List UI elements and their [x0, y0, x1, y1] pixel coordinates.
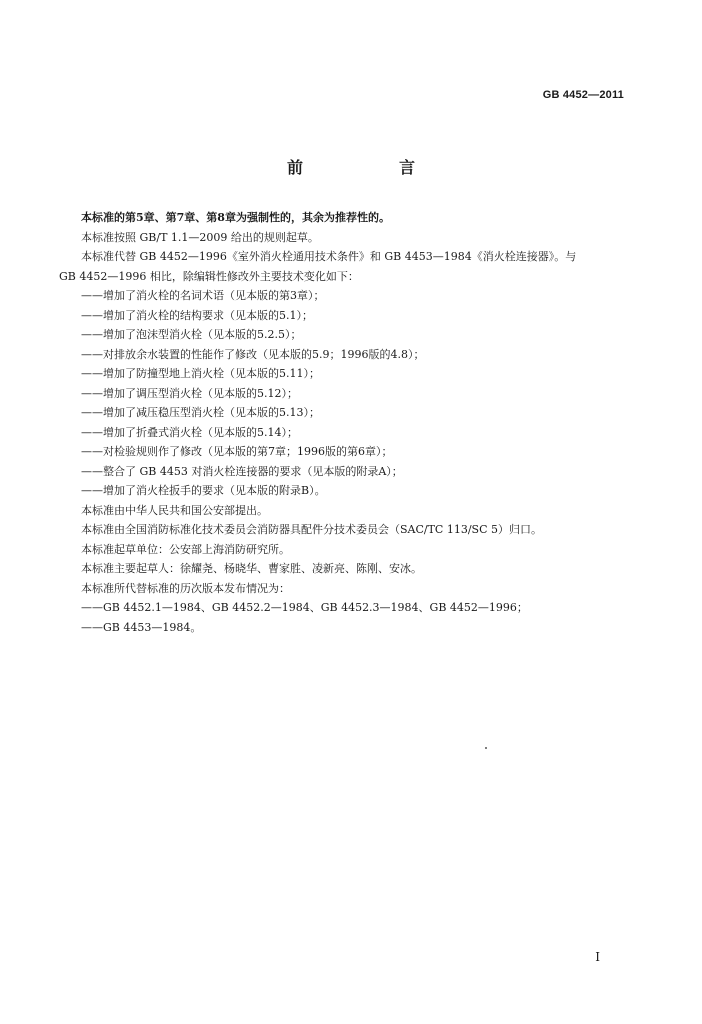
paragraph-replaces: 本标准代替 GB 4452—1996《室外消火栓通用技术条件》和 GB 4453—1984《消火栓连接器》。与 — [81, 250, 577, 263]
page-title: 前 言 — [286, 158, 455, 177]
foreword-body — [59, 208, 629, 637]
list-item: ——整合了 GB 4453 对消火栓连接器的要求（见本版的附录A）； — [81, 464, 403, 478]
list-item: ——GB 4453—1984。 — [81, 620, 202, 634]
paragraph-drafters: 本标准主要起草人：徐耀尧、杨晓华、曹家胜、凌新亮、陈刚、安冰。 — [81, 562, 422, 575]
document-code: GB 4452—2011 — [542, 89, 624, 101]
list-item: ——增加了消火栓的结构要求（见本版的5.1）； — [81, 308, 313, 322]
page-number: I — [595, 950, 600, 964]
list-item: ——增加了消火栓的名词术语（见本版的第3章）； — [81, 289, 325, 302]
scan-speck — [485, 747, 487, 749]
list-item: ——增加了消火栓扳手的要求（见本版的附录B）。 — [81, 484, 326, 497]
paragraph-drafting-unit: 本标准起草单位：公安部上海消防研究所。 — [81, 542, 290, 556]
paragraph-drafting-rules: 本标准按照 GB/T 1.1—2009 给出的规则起草。 — [81, 230, 319, 244]
list-item: ——增加了调压型消火栓（见本版的5.12）； — [81, 386, 298, 400]
list-item: ——增加了减压稳压型消火栓（见本版的5.13）； — [81, 406, 320, 419]
paragraph-mandatory-chapters: 本标准的第5章、第7章、第8章为强制性的，其余为推荐性的。 — [81, 211, 390, 224]
list-item: ——对检验规则作了修改（见本版的第7章；1996版的第6章）； — [81, 445, 393, 458]
list-item: ——GB 4452.1—1984、GB 4452.2—1984、GB 4452.3—1984、GB 4452—1996； — [81, 601, 528, 614]
list-item: ——增加了泡沫型消火栓（见本版的5.2.5）； — [81, 328, 302, 341]
list-item: ——增加了折叠式消火栓（见本版的5.14）； — [81, 425, 298, 439]
paragraph-previous-editions: 本标准所代替标准的历次版本发布情况为： — [81, 581, 290, 595]
list-item: ——增加了防撞型地上消火栓（见本版的5.11）； — [81, 367, 320, 380]
paragraph-administered-by: 本标准由全国消防标准化技术委员会消防器具配件分技术委员会（SAC/TC 113/SC 5）归口。 — [81, 523, 542, 536]
list-item: ——对排放余水装置的性能作了修改（见本版的5.9；1996版的4.8）； — [81, 347, 425, 361]
paragraph-replaces-continued: GB 4452—1996 相比，除编辑性修改外主要技术变化如下： — [59, 269, 359, 283]
paragraph-proposed-by: 本标准由中华人民共和国公安部提出。 — [81, 503, 268, 517]
